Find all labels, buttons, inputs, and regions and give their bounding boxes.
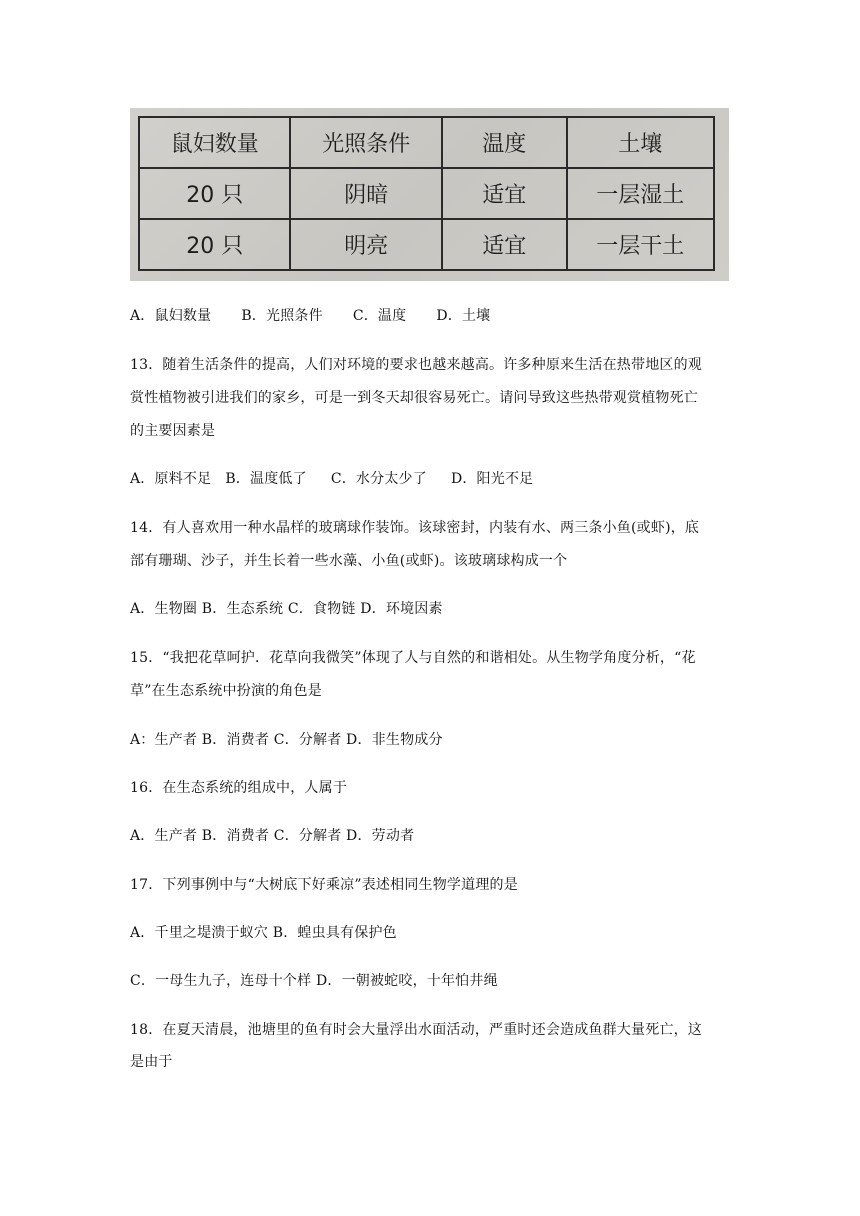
header-cell: 土壤 [567, 117, 715, 168]
q17-stem: 17．下列事例中与“大树底下好乘凉”表述相同生物学道理的是 [130, 877, 518, 893]
table-header-row [139, 117, 714, 168]
table-row [139, 219, 714, 270]
q13-stem-line: 赏性植物被引进我们的家乡，可是一到冬天却很容易死亡。请问导致这些热带观赏植物死亡 [130, 390, 698, 406]
table-cell: 20 只 [139, 168, 290, 219]
header-cell: 温度 [442, 117, 567, 168]
table-cell: 明亮 [290, 219, 441, 270]
table-cell: 一层干土 [567, 219, 715, 270]
table-cell: 一层湿土 [567, 168, 715, 219]
option-c: C．水分太少了 [330, 471, 427, 487]
header-cell: 光照条件 [290, 117, 441, 168]
option-c: C．温度 [352, 308, 407, 324]
q16-options: A．生产者 B．消费者 C．分解者 D．劳动者 [130, 828, 415, 844]
table-cell: 适宜 [442, 219, 567, 270]
table-row [139, 168, 714, 219]
option-d: D．阳光不足 [450, 471, 534, 487]
header-cell: 鼠妇数量 [139, 117, 290, 168]
q14-options: A．生物圈 B．生态系统 C．食物链 D．环境因素 [130, 601, 443, 617]
table-cell: 阴暗 [290, 168, 441, 219]
q15-stem-line: 草”在生态系统中扮演的角色是 [130, 683, 322, 699]
q18-stem-line: 18．在夏天清晨，池塘里的鱼有时会大量浮出水面活动，严重时还会造成鱼群大量死亡，这 [130, 1022, 703, 1038]
option-b: B．温度低了 [225, 471, 307, 487]
q15-stem-line: 15．“我把花草呵护．花草向我微笑”体现了人与自然的和谐相处。从生物学角度分析，“花 [130, 650, 696, 666]
q14-stem-line: 部有珊瑚、沙子，并生长着一些水藻、小鱼(或虾)。该玻璃球构成一个 [130, 553, 568, 569]
option-a: A．鼠妇数量 [130, 308, 212, 324]
option-d: D．土壤 [436, 308, 491, 324]
table-photo [130, 108, 729, 281]
q12-options [130, 306, 734, 326]
table-cell: 20 只 [139, 219, 290, 270]
q13-stem-line: 的主要因素是 [130, 423, 216, 439]
q13-stem-line: 13．随着生活条件的提高，人们对环境的要求也越来越高。许多种原来生活在热带地区的观 [130, 357, 703, 373]
q17-options-line: A．千里之堤溃于蚁穴 B．蝗虫具有保护色 [130, 925, 397, 941]
q17-options-line: C．一母生九子，连母十个样 D．一朝被蛇咬，十年怕井绳 [130, 973, 498, 989]
q13-options [130, 469, 734, 489]
q16-stem: 16．在生态系统的组成中，人属于 [130, 780, 348, 796]
experiment-table [138, 116, 715, 271]
q18-stem-line: 是由于 [130, 1054, 173, 1070]
table-cell: 适宜 [442, 168, 567, 219]
q14-stem-line: 14．有人喜欢用一种水晶样的玻璃球作装饰。该球密封，内装有水、两三条小鱼(或虾)，底 [130, 520, 700, 536]
option-a: A．原料不足 [130, 471, 212, 487]
option-b: B．光照条件 [241, 308, 323, 324]
q15-options: A：生产者 B．消费者 C．分解者 D．非生物成分 [130, 732, 443, 748]
